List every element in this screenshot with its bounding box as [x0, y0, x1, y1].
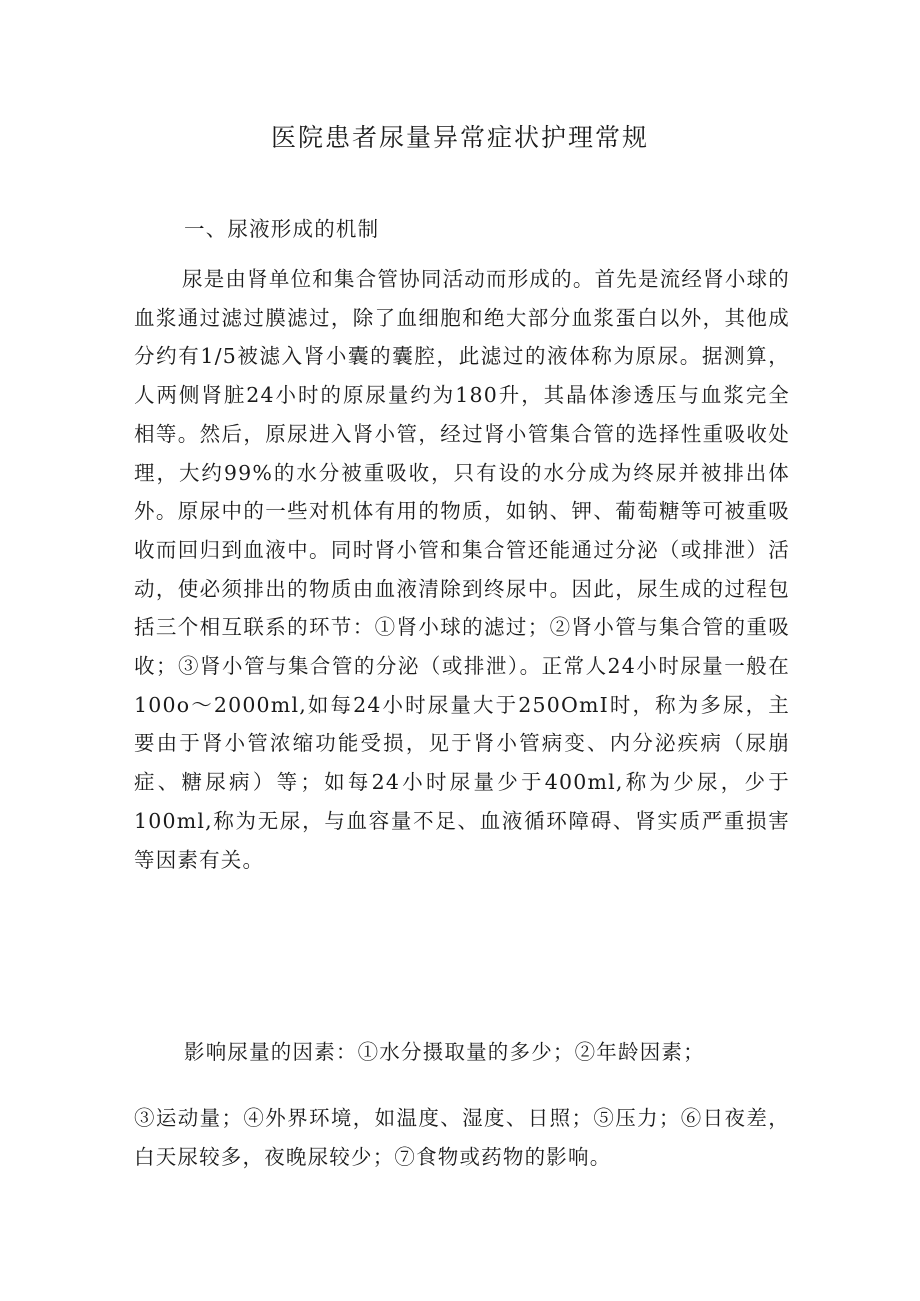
- paragraph-urine-volume-factors-intro: 影响尿量的因素：①水分摄取量的多少；②年龄因素；: [184, 1040, 705, 1064]
- section-heading-urine-formation: 一、尿液形成的机制: [184, 217, 380, 241]
- paragraph-urine-volume-factors-list: ③运动量；④外界环境，如温度、湿度、日照；⑤压力；⑥日夜差，白天尿较多，夜晚尿较少；⑦食物或药物的影响。: [134, 1106, 790, 1169]
- paragraph-urine-formation-mechanism: 尿是由肾单位和集合管协同活动而形成的。首先是流经肾小球的血浆通过滤过膜滤过，除了血细胞和绝大部分血浆蛋白以外，其他成分约有1/5被滤入肾小囊的囊腔，此滤过的液体称为原尿。据测算，人两侧肾脏24小时的原尿量约为180升，其晶体渗透压与血浆完全相等。然后，原尿进入肾小管，经过肾小管集合管的选择性重吸收处理，大约99%的水分被重吸收，只有设的水分成为终尿并被排出体外。原尿中的一些对机体有用的物质，如钠、钾、葡萄糖等可被重吸收而回归到血液中。同时肾小管和集合管还能通过分泌（或排泄）活动，使必须排出的物质由血液清除到终尿中。因此，尿生成的过程包括三个相互联系的环节：①肾小球的滤过；②肾小管与集合管的重吸收；③肾小管与集合管的分泌（或排泄）。正常人24小时尿量一般在100o～2000ml,如每24小时尿量大于250OmI时，称为多尿，主要由于肾小管浓缩功能受损，见于肾小管病变、内分泌疾病（尿崩症、糖尿病）等；如每24小时尿量少于400ml,称为少尿，少于100ml,称为无尿，与血容量不足、血液循环障碍、肾实质严重损害等因素有关。: [134, 267, 790, 872]
- page-title: 医院患者尿量异常症状护理常规: [270, 123, 649, 152]
